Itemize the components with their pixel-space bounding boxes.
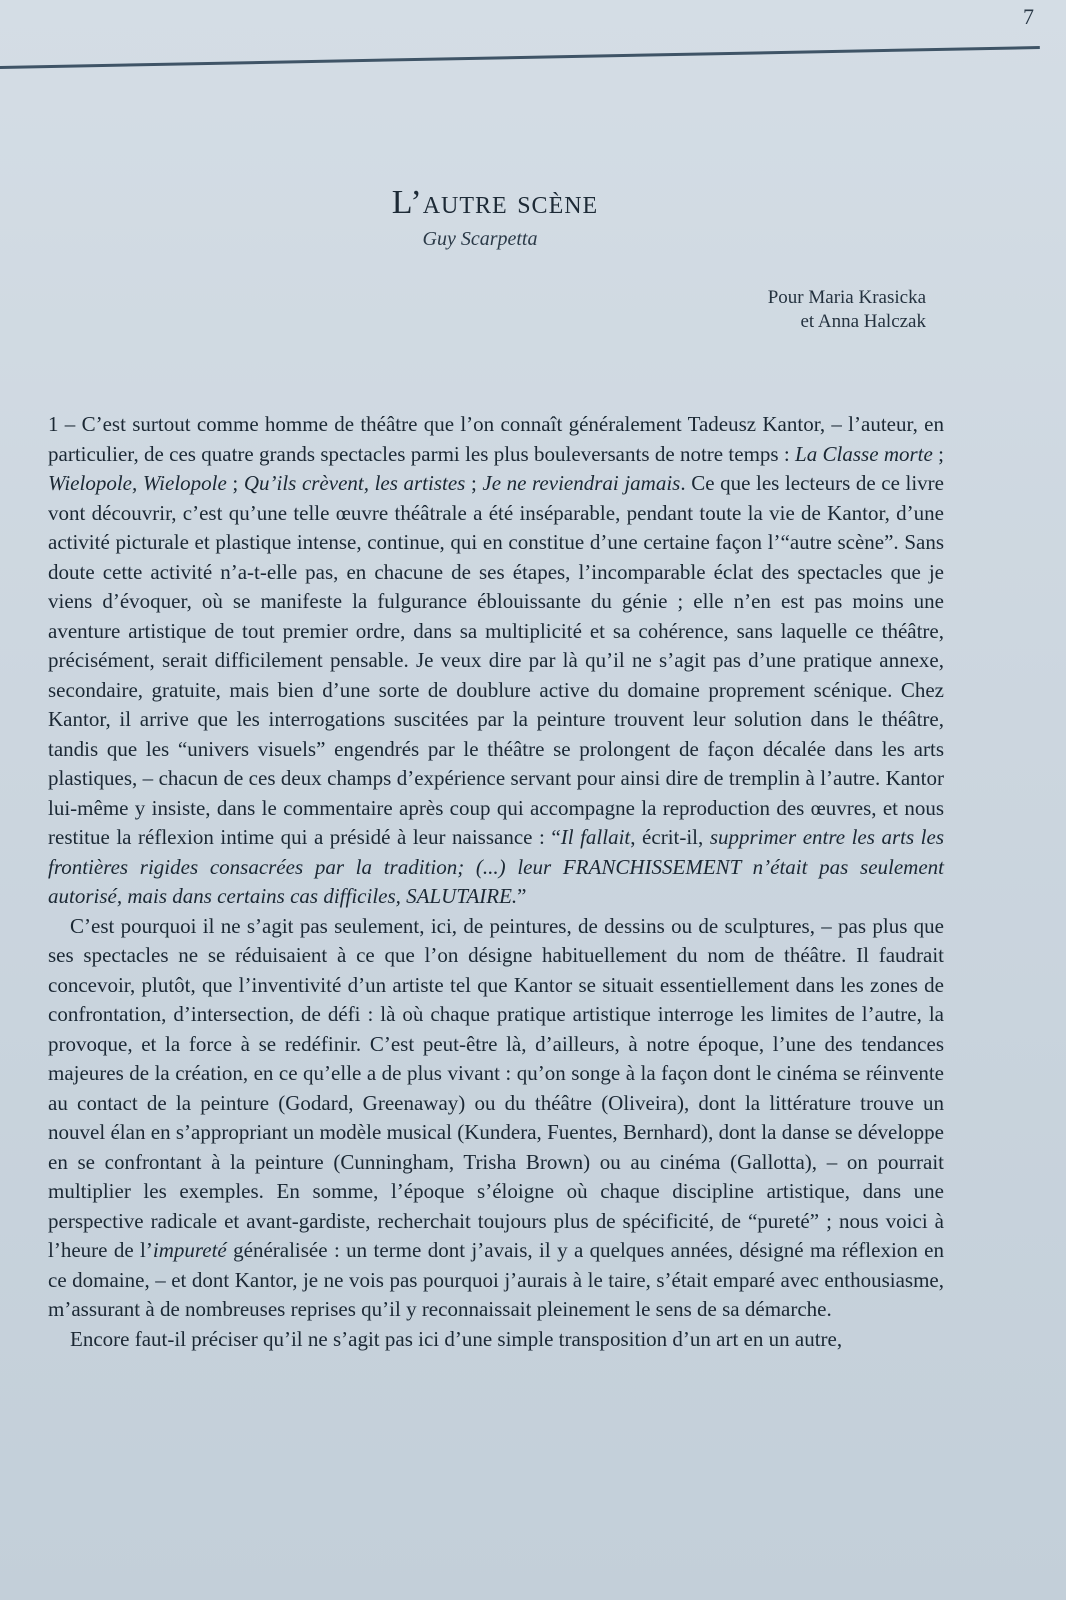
paragraph-1 [48,410,944,912]
italic-text-run: Je ne reviendrai jamais [482,471,681,495]
italic-text-run: Il fallait [560,825,631,849]
italic-text-run: Wielopole, Wielopole [48,471,227,495]
article-title: L’autre scène [391,184,599,221]
dedication-line: Pour Maria Krasicka [767,287,926,308]
paragraph-2 [48,912,944,1325]
text-run: 1 – C’est surtout comme homme de théâtre que l’on connaît généralement Tadeusz Kantor, – l’auteur, en particulier, de ces quatre grands spectacles parmi les plus bouleversants de notre temps : [48,412,944,466]
text-run: ; [465,471,483,495]
paragraph-3 [48,1325,944,1355]
article-author: Guy Scarpetta [422,228,538,250]
italic-text-run: La Classe morte [795,441,933,466]
text-run: C’est pourquoi il ne s’agit pas seulement, ici, de peintures, de dessins ou de sculptures, – pas plus que ses spectacles ne se réduisaient à ce que l’on désigne habituellement du nom de théâtre. Il faudrait concevoir, plutôt, que l’inventivité d’un artiste tel que Kantor se situait essentiellement dans les zones de confrontation, d’intersection, de défi : là où chaque pratique artistique interroge les limites de l’autre, la provoque, et la force à se redéfinir. C’est peut-être là, d’ailleurs, à notre époque, l’une des tendances majeures de la création, en ce qu’elle a de plus vivant : qu’on songe à la façon dont le cinéma se réinvente au contact de la peinture (Godard, Greenaway) ou du théâtre (Oliveira), dont la littérature trouve un nouvel élan en s’appropriant un modèle musical (Kundera, Fuentes, Bernhard), dont la danse se développe en se confrontant à la peinture (Cunningham, Trisha Brown) ou au cinéma (Gallotta), – on pourrait multiplier les exemples. En somme, l’époque s’éloigne où chaque discipline artistique, dans une perspective radicale et avant-gardiste, recherchait toujours plus de spécificité, de “pureté” ; nous voici à l’heure de l’ [48,913,944,1262]
text-run: ; [932,441,944,466]
text-run: ” [517,884,527,908]
text-run: ; [226,471,244,495]
article-body [48,410,944,1354]
italic-text-run: Qu’ils crèvent, les artistes [243,471,466,495]
page-number: 7 [1023,4,1034,29]
text-run: , écrit-il, [630,825,710,849]
dedication-line: et Anna Halczak [800,311,926,332]
header-rule [0,46,1040,69]
text-run: . Ce que les lecteurs de ce livre vont découvrir, c’est qu’une telle œuvre théâtrale a été inséparable, pendant toute la vie de Kantor, d’une activité picturale et plastique intense, continue, qui en constitue d’une certaine façon l’“autre scène”. Sans doute cette activité n’a-t-elle pas, en chacune de ses étapes, l’incomparable éclat des spectacles que je viens d’évoquer, où se manifeste la fulgurance éblouissante du génie ; elle n’en est pas moins une aventure artistique de tout premier ordre, dans sa multiplicité et sa cohérence, sans laquelle ce théâtre, précisément, serait difficilement pensable. Je veux dire par là qu’il ne s’agit pas d’une pratique annexe, secondaire, gratuite, mais bien d’une sorte de doublure active du domaine proprement scénique. Chez Kantor, il arrive que les interrogations suscitées par la peinture trouvent leur solution dans le théâtre, tandis que les “univers visuels” engendrés par le théâtre se prolongent de façon décalée dans les arts plastiques, – chacun de ces deux champs d’expérience servant pour ainsi dire de tremplin à l’autre. Kantor lui-même y insiste, dans le commentaire après coup qui accompagne la reproduction des œuvres, et nous restitue la réflexion intime qui a présidé à leur naissance : “ [48,471,944,849]
text-run: généralisée : un terme dont j’avais, il y a quelques années, désigné ma réflexion en ce domaine, – et dont Kantor, je ne vois pas pourquoi j’aurais à le taire, s’était emparé avec enthousiasme, m’assurant à de nombreuses reprises qu’il y reconnaissait pleinement le sens de sa démarche. [48,1238,944,1321]
italic-text-run: supprimer entre les arts les frontières rigides consacrées par la tradition; (...) leur FRANCHISSEMENT n’était pas seulement autorisé, mais dans certains cas difficiles, SALUTAIRE. [48,825,945,908]
text-run: Encore faut-il préciser qu’il ne s’agit pas ici d’une simple transposition d’un art en un autre, [70,1326,843,1351]
italic-text-run: impureté [152,1238,227,1262]
dedication [768,286,926,334]
